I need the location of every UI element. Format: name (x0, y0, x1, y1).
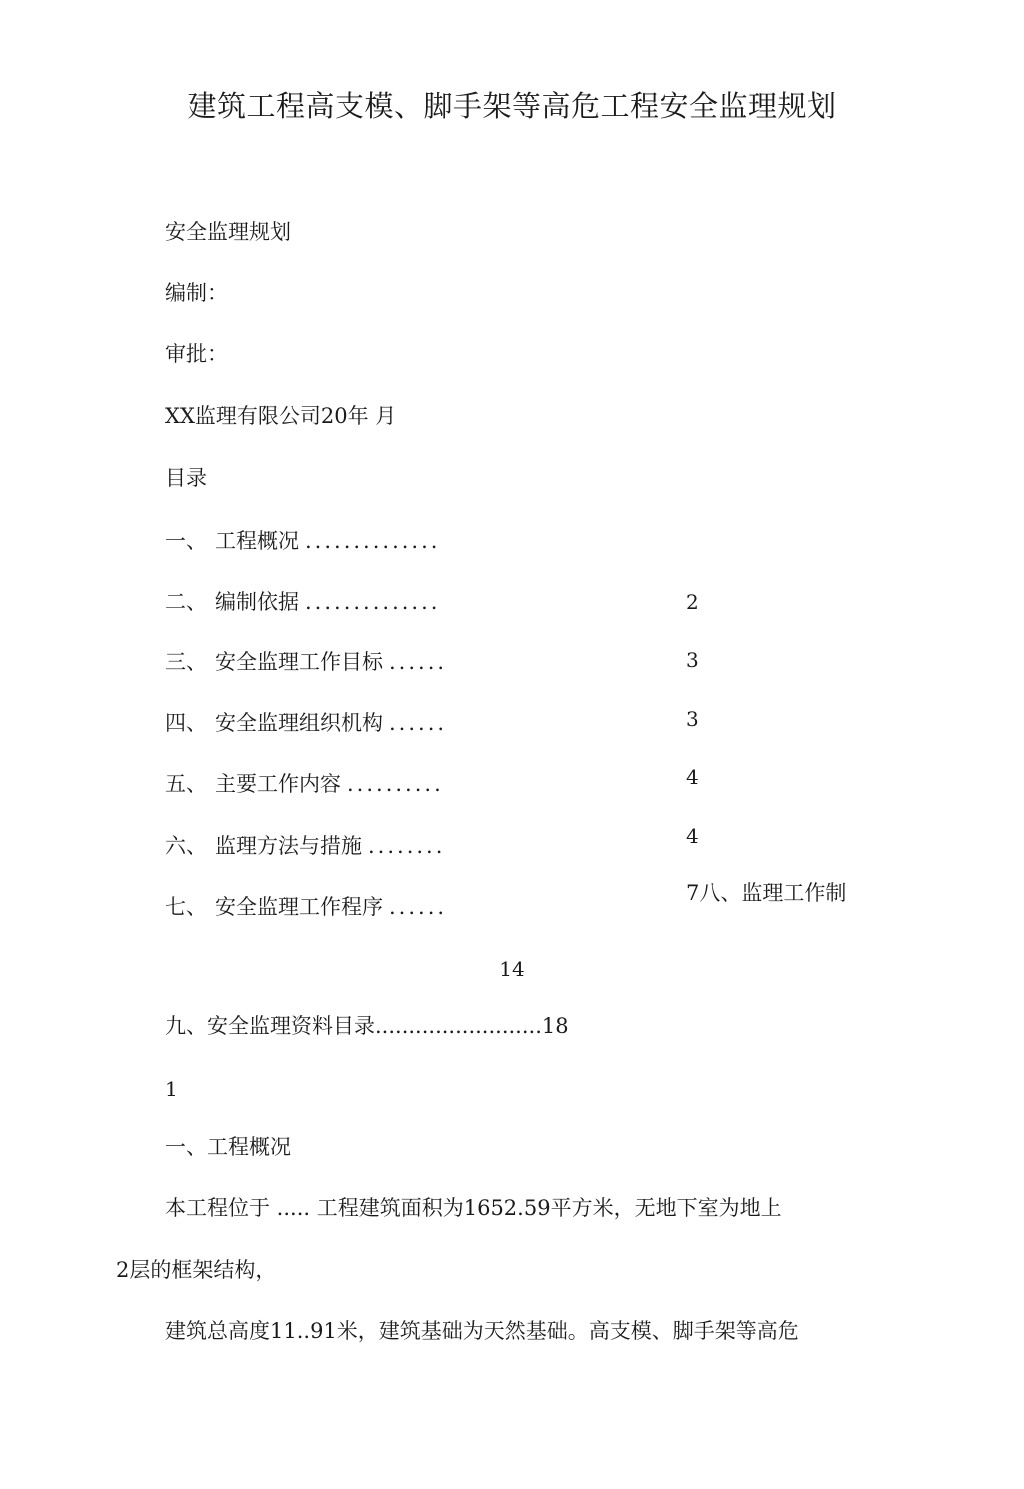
toc-entry-label: 安全监理工作目标 (215, 650, 383, 674)
toc-entry-number: 四、 (165, 711, 207, 735)
toc-entry-leader: ...... (389, 895, 448, 919)
toc-entry[interactable] (165, 774, 444, 795)
toc-entry-number: 六、 (165, 834, 207, 858)
toc-heading: 目录 (165, 466, 207, 490)
toc-entry[interactable] (165, 836, 445, 857)
toc-page-number: 14 (499, 957, 525, 981)
toc-entry-label: 主要工作内容 (215, 772, 341, 796)
toc-entry-page: 3 (686, 707, 699, 731)
toc-entry-leader: .............. (305, 529, 441, 553)
toc-entry-leader: .............. (305, 590, 441, 614)
toc-entry-page: 4 (686, 824, 699, 848)
toc-entry[interactable] (165, 897, 447, 918)
toc-entry-last[interactable]: 九、安全监理资料目录.........................18 (165, 1014, 569, 1038)
compiled-by-label: 编制： (165, 281, 228, 305)
toc-entry-leader: ........ (368, 834, 446, 858)
toc-entry-label: 工程概况 (215, 529, 299, 553)
company-date: XX监理有限公司20年 月 (165, 404, 397, 428)
toc-entry-label: 安全监理工作程序 (215, 895, 383, 919)
paragraph-line: 建筑总高度11..91米，建筑基础为天然基础。高支模、脚手架等高危 (165, 1319, 799, 1343)
toc-entry-leader: .......... (347, 772, 444, 796)
toc-entry-label: 编制依据 (215, 590, 299, 614)
paragraph-line: 本工程位于 ..... 工程建筑面积为1652.59平方米，无地下室为地上 (165, 1196, 782, 1220)
toc-entry[interactable] (165, 713, 447, 734)
toc-entry-number: 七、 (165, 895, 207, 919)
toc-entry-number: 一、 (165, 529, 207, 553)
toc-entry-leader: ...... (389, 650, 448, 674)
document-title: 建筑工程高支模、脚手架等高危工程安全监理规划 (187, 89, 837, 123)
toc-entry-page: 7八、监理工作制 (686, 881, 847, 905)
approved-by-label: 审批： (165, 342, 228, 366)
page-number: 1 (165, 1077, 178, 1101)
toc-entry[interactable] (165, 531, 440, 552)
toc-entry[interactable] (165, 592, 440, 613)
section-heading: 一、工程概况 (165, 1135, 291, 1159)
toc-entry-page: 4 (686, 765, 699, 789)
toc-entry-label: 安全监理组织机构 (215, 711, 383, 735)
toc-entry-number: 二、 (165, 590, 207, 614)
toc-entry-page: 2 (686, 590, 699, 614)
paragraph-line: 2层的框架结构， (116, 1258, 277, 1282)
cover-subtitle: 安全监理规划 (165, 220, 291, 244)
toc-entry-number: 五、 (165, 772, 207, 796)
toc-entry-label: 监理方法与措施 (215, 834, 362, 858)
toc-entry[interactable] (165, 652, 447, 673)
toc-entry-leader: ...... (389, 711, 448, 735)
toc-entry-number: 三、 (165, 650, 207, 674)
toc-entry-page: 3 (686, 648, 699, 672)
